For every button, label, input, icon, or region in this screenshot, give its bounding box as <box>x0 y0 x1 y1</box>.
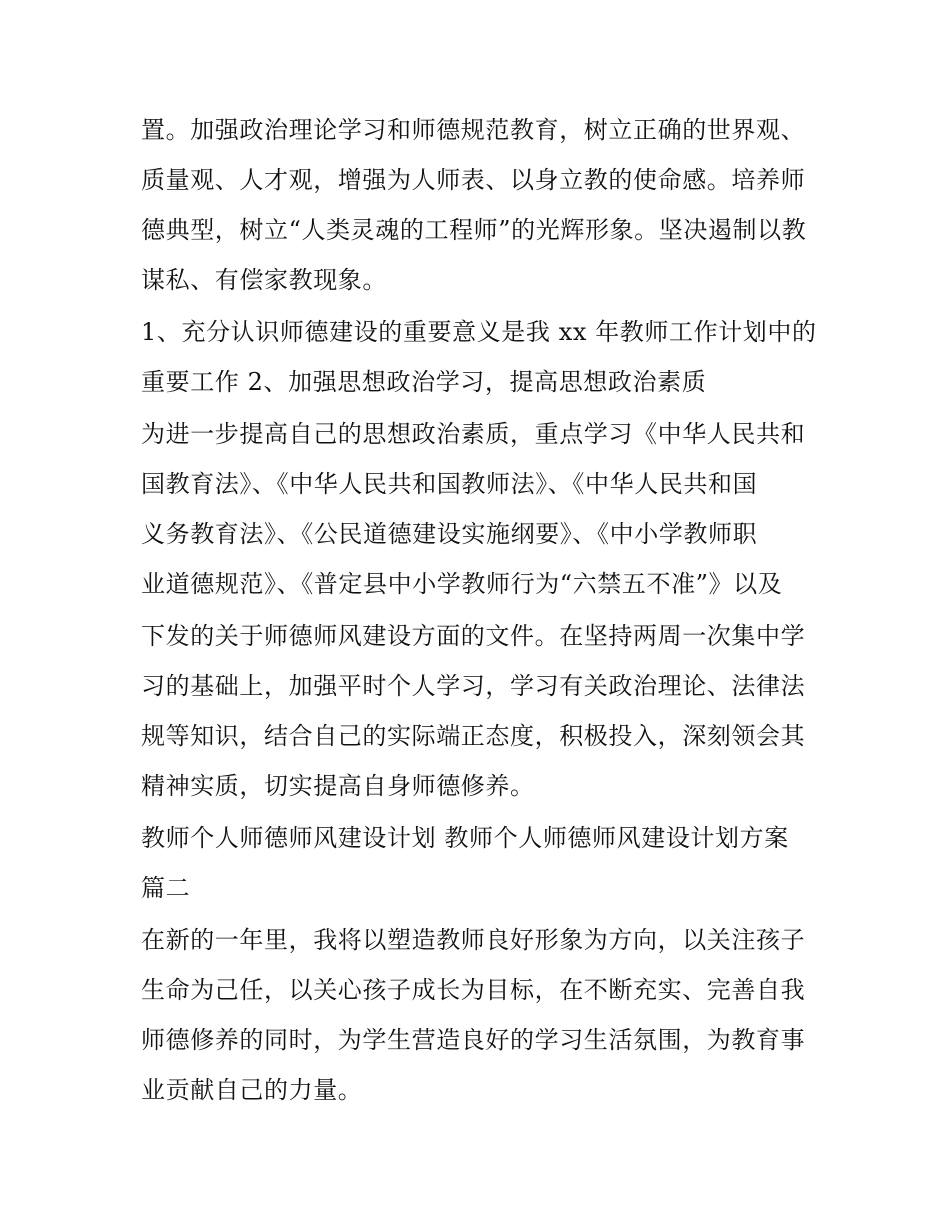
text-line: 谋私、有偿家教现象。 <box>141 266 387 294</box>
text-line: 生命为己任，以关心孩子成长为目标，在不断充实、完善自我 <box>141 976 806 1004</box>
text-line: 国教育法》、《中华人民共和国教师法》、《中华人民共和国 <box>141 470 758 498</box>
text-line: 质量观、人才观，增强为人师表、以身立教的使命感。培养师 <box>141 166 806 194</box>
text-line: 习的基础上，加强平时个人学习，学习有关政治理论、法律法 <box>141 672 806 700</box>
text-line: 业贡献自己的力量。 <box>141 1076 363 1104</box>
text-line: 重要工作 2、加强思想政治学习，提高思想政治素质 <box>141 368 707 396</box>
text-line: 下发的关于师德师风建设方面的文件。在坚持两周一次集中学 <box>141 622 806 650</box>
text-line: 规等知识，结合自己的实际端正态度，积极投入，深刻领会其 <box>141 722 806 750</box>
text-line: 师德修养的同时，为学生营造良好的学习生活氛围，为教育事 <box>141 1026 806 1054</box>
text-line: 在新的一年里，我将以塑造教师良好形象为方向，以关注孩子 <box>141 926 806 954</box>
text-line: 为进一步提高自己的思想政治素质，重点学习《中华人民共和 <box>141 420 806 448</box>
text-line: 业道德规范》、《普定县中小学教师行为“六禁五不准”》以及 <box>141 570 783 598</box>
text-line: 置。加强政治理论学习和师德规范教育，树立正确的世界观、 <box>141 116 806 144</box>
text-line: 教师个人师德师风建设计划 教师个人师德师风建设计划方案 <box>141 824 789 852</box>
text-line: 德典型，树立“人类灵魂的工程师”的光辉形象。坚决遏制以教 <box>141 216 807 244</box>
text-line: 1、充分认识师德建设的重要意义是我 xx 年教师工作计划中的 <box>141 318 817 346</box>
text-line: 篇二 <box>141 874 191 902</box>
text-line: 精神实质，切实提高自身师德修养。 <box>141 772 535 800</box>
text-line: 义务教育法》、《公民道德建设实施纲要》、《中小学教师职 <box>141 520 758 548</box>
